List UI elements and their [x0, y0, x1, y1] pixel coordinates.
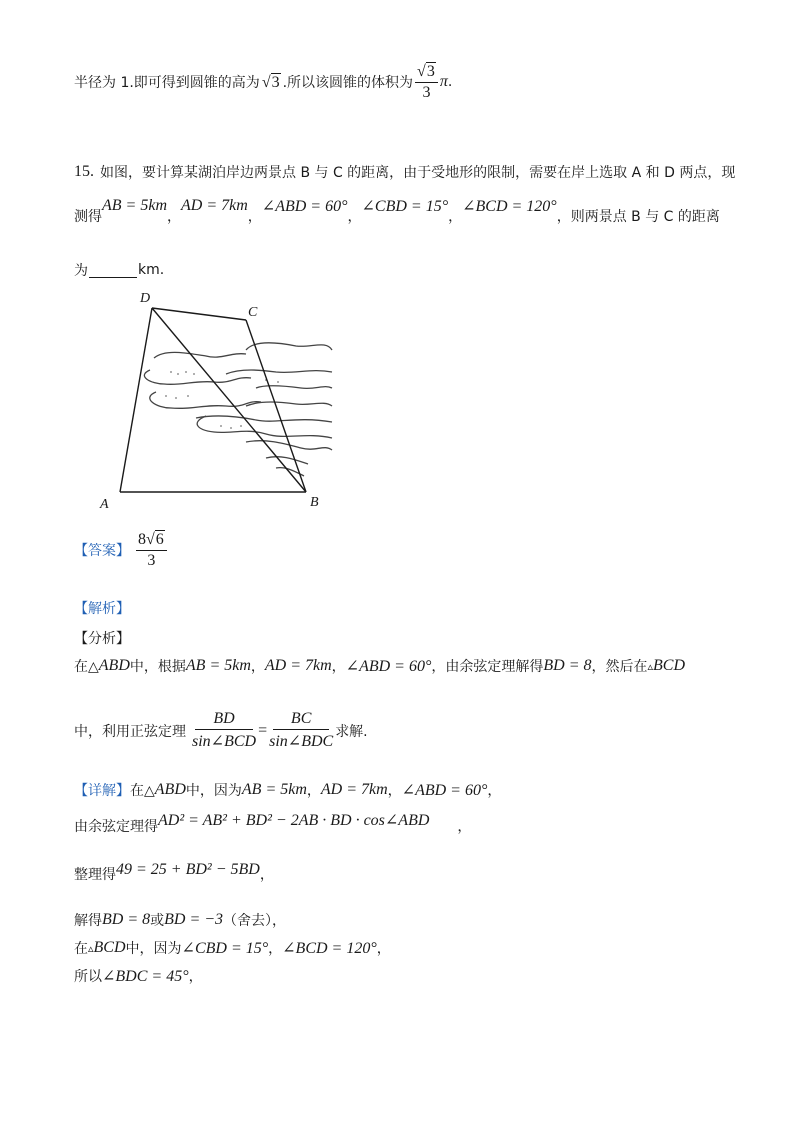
line3-prefix: 为 [74, 263, 88, 279]
lake-figure [96, 288, 356, 518]
analysis-line-1: 在△ ABD 中，根据 AB = 5km ， AD = 7km ， ∠ABD = 60° ，由余弦定理解得 BD = 8 ，然后在 ▵ BCD [74, 657, 686, 675]
de-l5-end: ， [376, 941, 391, 957]
de-l5-tri: ▵ [88, 941, 94, 955]
problem-line-3 [74, 260, 164, 280]
intro-period: . [447, 74, 453, 90]
de-l5-bcd: BCD [93, 939, 126, 956]
intro-line [74, 62, 452, 102]
an-eq: = [258, 721, 268, 739]
sqrt-3: √ 3 [261, 73, 280, 91]
sine-fraction-2: $\frac{BC}{\text{sin∠BDC}}$ [269, 710, 334, 750]
answer-den: 3 [147, 552, 156, 569]
sep-3: ， [347, 209, 362, 225]
sub-analysis-tag-line [74, 628, 130, 648]
answer-line [74, 530, 169, 570]
analysis-tag-line [74, 598, 130, 618]
an-l1-a: 在△ [74, 659, 99, 675]
de-l6-end: ， [188, 969, 203, 985]
de-l5-f1: ∠CBD = 15° [181, 940, 269, 957]
label-c: C [248, 305, 258, 320]
de-l4-or: 或 [150, 913, 165, 929]
label-b: B [310, 495, 319, 510]
de-l1-ad: AD = 7km [320, 781, 388, 798]
problem-text-1: 如图，要计算某湖泊岸边两景点 B 与 C 的距离，由于受地形的限制，需要在岸上选取 A 和 D 两点，现 [100, 165, 736, 181]
problem-line-2 [74, 197, 720, 226]
analysis-line-2 [74, 710, 368, 751]
de-l2-formula: AD² = AB² + BD² − 2AB · BD · cos∠ABD [158, 812, 430, 829]
problem-number: 15. [74, 163, 94, 180]
detail-line-4 [74, 910, 286, 930]
an-l1-angle: ∠ABD = 60° [345, 658, 432, 675]
de-l1-abd: ABD [154, 781, 186, 798]
detail-line-1: 【详解】 在△ ABD 中，因为 AB = 5km ， AD = 7km ， ∠ABD = 60° ， [74, 781, 502, 799]
given-abd: ∠ABD = 60° [261, 198, 348, 215]
an-l1-b: 中，根据 [129, 659, 186, 675]
intro-text-2: .所以该圆锥的体积为 [282, 75, 414, 91]
detail-line-2 [74, 812, 472, 836]
an-l1-c: ，由余弦定理解得 [431, 659, 544, 675]
label-a: A [100, 497, 109, 512]
de-l5-f2: ∠BCD = 120° [282, 940, 377, 957]
analysis-tag: 【解析】 [74, 601, 130, 617]
de-l4-f2: BD = −3 [164, 911, 224, 928]
de-l4-note: （舍去）， [223, 913, 287, 929]
sep-4: ， [448, 209, 463, 225]
answer-radicand: 6 [155, 531, 164, 548]
geometry-lines [120, 308, 306, 492]
sep-2: ， [247, 209, 262, 225]
de-l4-f1: BD = 8 [102, 911, 151, 928]
de-l6-a: 所以 [74, 969, 102, 985]
detail-tag: 【详解】 [74, 783, 130, 799]
de-l4-a: 解得 [74, 913, 102, 929]
de-l3-a: 整理得 [74, 867, 116, 883]
intro-text-1: 半径为 1.即可得到圆锥的高为 [74, 75, 260, 91]
de-l1-a: 在△ [130, 783, 155, 799]
answer-blank [89, 263, 137, 278]
an-l2-b: 求解. [335, 723, 368, 740]
de-l3-end: ， [259, 867, 274, 883]
de-l6-formula: ∠BDC = 45° [102, 968, 189, 985]
detail-line-5 [74, 938, 391, 958]
measure-prefix: 测得 [74, 209, 102, 225]
segment-dc [152, 308, 246, 320]
sub-analysis-tag: 【分析】 [74, 631, 130, 647]
an-l1-abd: ABD [98, 657, 130, 674]
de-l1-ab: AB = 5km [241, 781, 307, 798]
an-l1-tri: ▵ [647, 659, 654, 673]
de-l5-sep: ， [268, 941, 283, 957]
answer-tag: 【答案】 [74, 543, 130, 559]
de-l2-end: ， [457, 819, 472, 835]
detail-line-6 [74, 966, 203, 986]
given-bcd: ∠BCD = 120° [462, 198, 557, 215]
label-d: D [140, 291, 151, 306]
given-ad: AD = 7km [181, 197, 248, 214]
an-l1-bd: BD = 8 [543, 657, 592, 674]
volume-fraction: √ 3 3 [415, 62, 438, 102]
an-l1-d: ，然后在 [591, 659, 648, 675]
detail-line-3 [74, 861, 274, 884]
de-l1-angle: ∠ABD = 60° [401, 782, 488, 799]
answer-fraction: 8 √ 6 3 [136, 530, 167, 570]
answer-coef: 8 [138, 531, 146, 548]
pi-symbol: π [439, 73, 448, 90]
de-l1-end: ， [487, 783, 502, 799]
measure-suffix: ，则两景点 B 与 C 的距离 [556, 209, 720, 225]
de-l5-b: 中，因为 [125, 941, 182, 957]
lake-shoreline [144, 343, 332, 476]
de-l2-a: 由余弦定理得 [74, 819, 158, 835]
an-l1-ad: AD = 7km [264, 657, 332, 674]
an-l1-bcd: BCD [653, 657, 686, 674]
given-cbd: ∠CBD = 15° [361, 198, 449, 215]
line3-suffix: km. [138, 262, 165, 278]
problem-line-1 [74, 162, 735, 182]
segment-db [152, 308, 306, 492]
sep-1: ， [167, 209, 181, 225]
given-ab: AB = 5km [102, 197, 167, 214]
de-l3-formula: 49 = 25 + BD² − 5BD [116, 861, 260, 878]
segment-ad [120, 308, 152, 492]
de-l5-a: 在 [74, 941, 88, 957]
de-l1-b: 中，因为 [185, 783, 242, 799]
an-l2-a: 中，利用正弦定理 [74, 723, 186, 740]
an-l1-ab: AB = 5km [185, 657, 251, 674]
sine-fraction-1: $\frac{BD}{\text{sin∠BCD}}$ [192, 710, 257, 750]
